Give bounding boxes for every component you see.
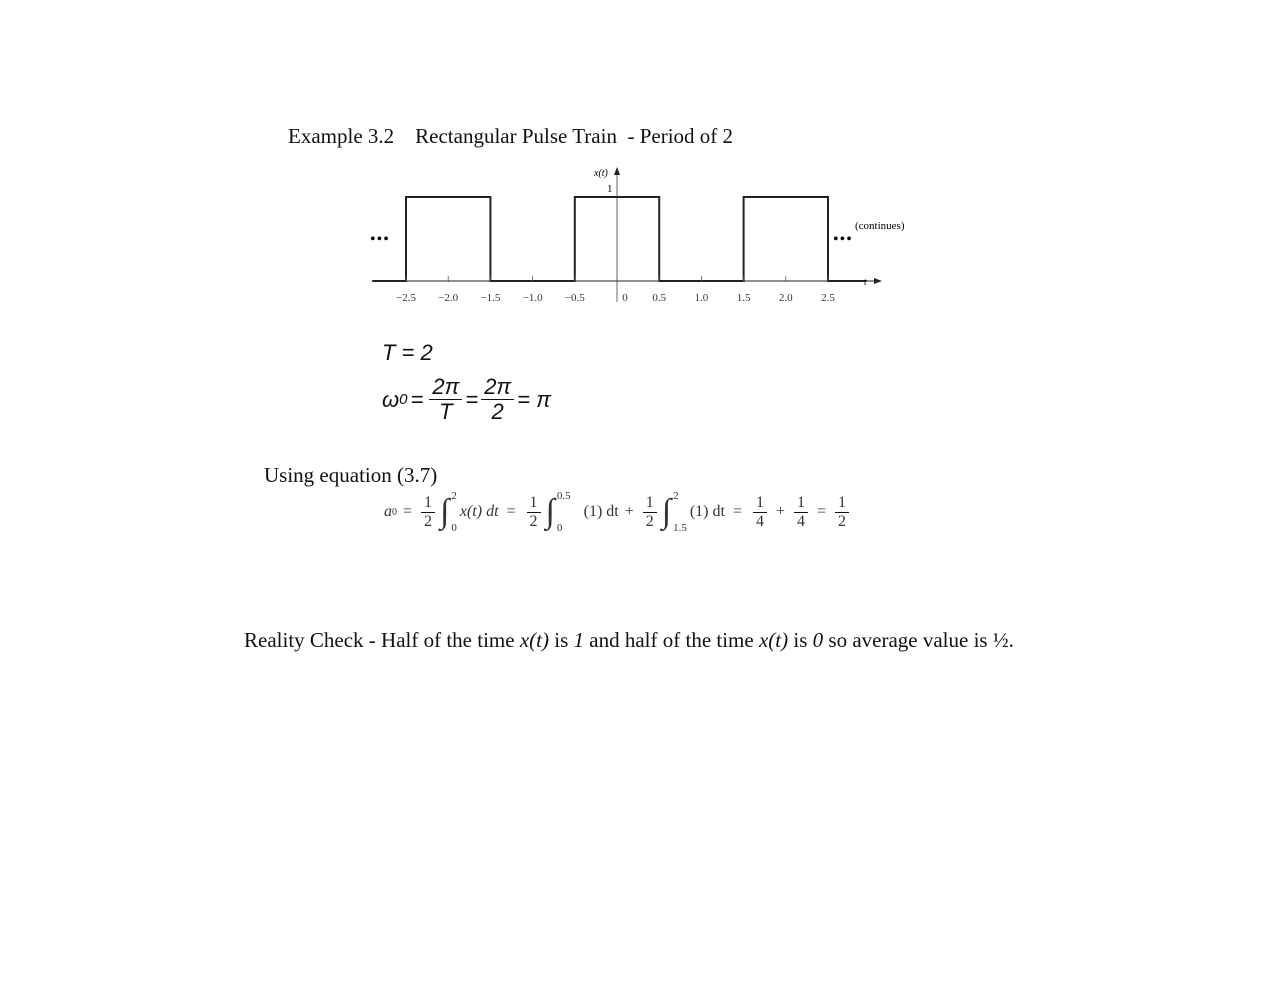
num: 1 <box>753 494 767 513</box>
den: 2 <box>838 512 847 530</box>
den: 4 <box>797 512 806 530</box>
num: 1 <box>835 494 849 513</box>
y-axis-arrow <box>614 167 620 175</box>
x-tick-label: −2.5 <box>396 292 416 304</box>
slide-title: Example 3.2 Rectangular Pulse Train - Period of 2 <box>288 124 734 148</box>
fraction-den: T <box>439 399 453 425</box>
den: 4 <box>755 512 764 530</box>
den: 2 <box>529 512 538 530</box>
den: 2 <box>645 512 654 530</box>
continues-annotation: (continues) <box>855 220 905 232</box>
using-equation-text: Using equation (3.7) <box>264 463 438 487</box>
text: is <box>549 628 574 652</box>
text: Reality Check - Half of the time <box>244 628 520 652</box>
text: x(t) <box>758 628 789 652</box>
equals: = <box>465 386 479 412</box>
num: 1 <box>794 494 808 513</box>
omega-equation <box>382 375 551 424</box>
integral-sign: ∫ <box>440 493 450 530</box>
upper-limit: 2 <box>451 490 457 502</box>
integrand: (1) dt <box>583 503 619 520</box>
text: 0 <box>812 628 824 652</box>
omega-symbol: ω <box>382 386 400 412</box>
x-tick-label: 1.0 <box>694 292 709 304</box>
y-axis-label: x(t) <box>594 168 608 179</box>
integral-sign: ∫ <box>661 493 672 530</box>
equals: = <box>506 503 516 520</box>
pulse-train-plot <box>0 0 1280 320</box>
integrand: x(t) dt <box>459 503 499 520</box>
x-tick-label: −1.5 <box>480 292 501 304</box>
y-tick-1: 1 <box>607 183 613 195</box>
num: 1 <box>643 494 657 513</box>
x-axis-label: t <box>864 277 867 288</box>
num: 1 <box>421 494 435 513</box>
x-tick-label: 2.5 <box>821 292 835 304</box>
x-tick-label: −0.5 <box>564 292 585 304</box>
plus: + <box>624 503 634 520</box>
fraction-den: 2 <box>491 399 504 425</box>
text: is <box>788 628 813 652</box>
x-tick-label: 0 <box>622 292 628 304</box>
lower-limit: 0 <box>451 522 457 534</box>
lower-limit: 0 <box>556 522 563 534</box>
a0-symbol: a <box>384 503 392 520</box>
integral-sign: ∫ <box>545 493 555 530</box>
reality-check-text <box>244 628 1014 653</box>
result: = π <box>517 386 551 412</box>
x-tick-label: 1.5 <box>736 292 751 304</box>
text: x(t) <box>519 628 549 652</box>
text: so average value is ½. <box>823 628 1014 652</box>
x-tick-label: 2.0 <box>778 292 793 304</box>
right-ellipsis: ••• <box>833 231 853 248</box>
lower-limit: 1.5 <box>673 522 687 534</box>
integrand: (1) dt <box>689 503 725 520</box>
x-axis-arrow <box>874 278 882 284</box>
num: 1 <box>527 494 541 513</box>
left-ellipsis: ••• <box>370 231 390 248</box>
text: 1 <box>573 628 585 652</box>
plus: + <box>775 503 786 520</box>
a0-equation <box>384 490 852 534</box>
fraction-num: 2π <box>481 375 514 400</box>
upper-limit: 2 <box>673 490 679 502</box>
text: and half of the time <box>584 628 759 652</box>
equals: = <box>403 503 413 520</box>
pulse-train-series <box>372 197 866 281</box>
x-tick-label: −2.0 <box>438 292 459 304</box>
x-tick-label: 0.5 <box>652 292 667 304</box>
upper-limit: 0.5 <box>556 490 571 502</box>
equals: = <box>817 503 827 520</box>
x-tick-label: −1.0 <box>522 292 543 304</box>
den: 2 <box>424 512 433 530</box>
a0-subscript: 0 <box>392 506 397 518</box>
equals: = <box>732 503 742 520</box>
equals: = <box>410 386 424 412</box>
period-equation: T = 2 <box>382 340 433 365</box>
fraction-num: 2π <box>429 375 462 400</box>
omega-subscript: 0 <box>399 391 408 409</box>
